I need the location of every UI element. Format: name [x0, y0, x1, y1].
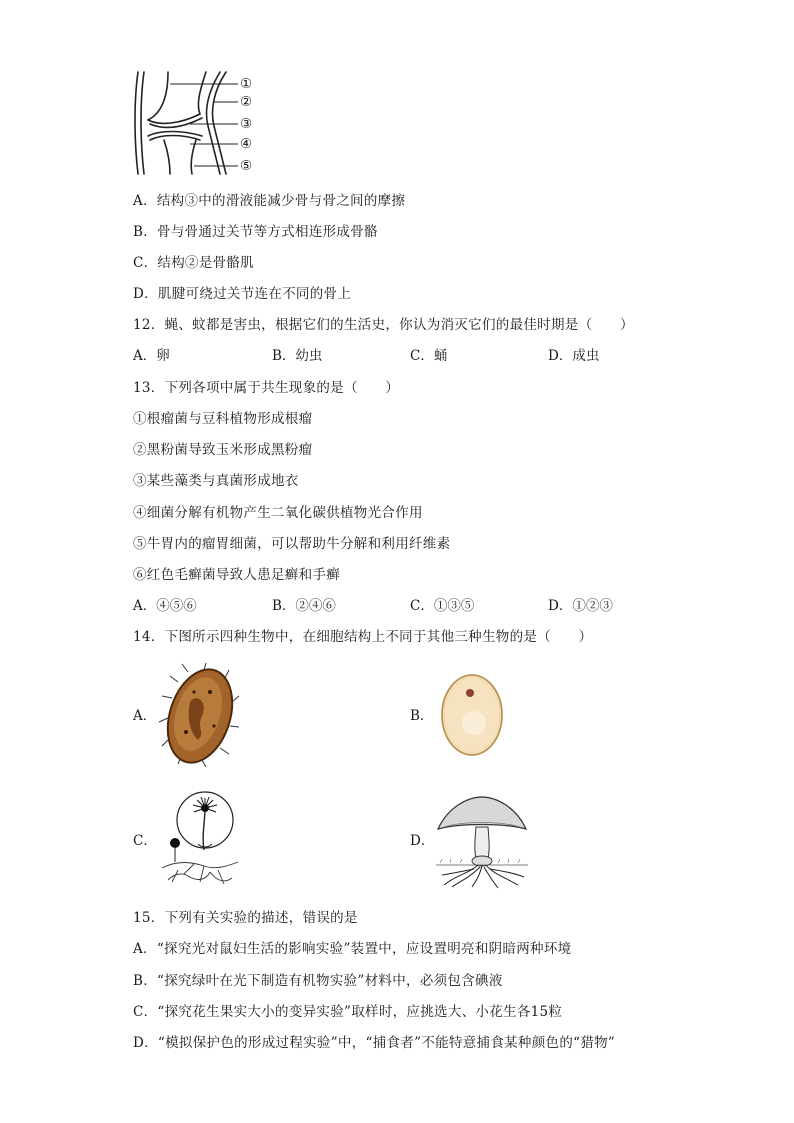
q13-option-a: A．④⑤⑥ — [133, 598, 197, 614]
q13-item-4: ④细菌分解有机物产生二氧化碳供植物光合作用 — [133, 505, 423, 521]
q13-item-6: ⑥红色毛癣菌导致人患足癣和手癣 — [133, 567, 340, 583]
mold-image — [158, 790, 242, 890]
joint-diagram — [130, 70, 270, 176]
q14-option-b: B． — [410, 708, 434, 724]
q11-option-d: D．肌腱可绕过关节连在不同的骨上 — [133, 286, 352, 302]
q13-option-d: D．①②③ — [548, 598, 613, 614]
q15-option-c: C．“探究花生果实大小的变异实验”取样时，应挑选大、小花生各15粒 — [133, 1004, 563, 1020]
joint-label-3: ③ — [240, 116, 253, 132]
q12-option-b: B．幼虫 — [272, 348, 323, 364]
q14-option-c: C． — [133, 833, 157, 849]
q12-option-a: A．卵 — [133, 348, 170, 364]
mushroom-image — [434, 793, 530, 889]
q13-item-5: ⑤牛胃内的瘤胃细菌，可以帮助牛分解和利用纤维素 — [133, 536, 451, 552]
joint-label-5: ⑤ — [240, 158, 253, 174]
q11-option-c: C．结构②是骨骼肌 — [133, 255, 255, 271]
q14-option-a: A． — [133, 708, 157, 724]
q13-item-2: ②黑粉菌导致玉米形成黑粉瘤 — [133, 442, 313, 458]
q15-option-b: B．“探究绿叶在光下制造有机物实验”材料中，必须包含碘液 — [133, 973, 503, 989]
q12-option-c: C．蛹 — [410, 348, 448, 364]
q11-option-a: A．结构③中的滑液能减少骨与骨之间的摩擦 — [133, 193, 406, 209]
q13-stem: 13．下列各项中属于共生现象的是（ ） — [133, 380, 400, 396]
joint-label-4: ④ — [240, 136, 253, 152]
joint-label-2: ② — [240, 94, 253, 110]
q12-option-d: D．成虫 — [548, 348, 600, 364]
joint-label-1: ① — [240, 76, 253, 92]
q13-option-c: C．①③⑤ — [410, 598, 475, 614]
q14-option-d: D． — [410, 833, 435, 849]
q14-stem: 14．下图所示四种生物中，在细胞结构上不同于其他三种生物的是（ ） — [133, 629, 593, 645]
q12-stem: 12．蝇、蚊都是害虫，根据它们的生活史，你认为消灭它们的最佳时期是（ ） — [133, 317, 634, 333]
q15-option-d: D．“模拟保护色的形成过程实验”中，“捕食者”不能特意捕食某种颜色的“猎物” — [133, 1035, 616, 1051]
q13-option-b: B．②④⑥ — [272, 598, 336, 614]
q13-item-3: ③某些藻类与真菌形成地衣 — [133, 473, 299, 489]
q11-option-b: B．骨与骨通过关节等方式相连形成骨骼 — [133, 224, 378, 240]
q13-item-1: ①根瘤菌与豆科植物形成根瘤 — [133, 411, 313, 427]
q15-option-a: A．“探究光对鼠妇生活的影响实验”装置中，应设置明亮和阴暗两种环境 — [133, 941, 572, 957]
animal-cell-image — [440, 673, 504, 757]
q15-stem: 15．下列有关实验的描述，错误的是 — [133, 910, 358, 926]
bacterium-image — [158, 662, 240, 768]
